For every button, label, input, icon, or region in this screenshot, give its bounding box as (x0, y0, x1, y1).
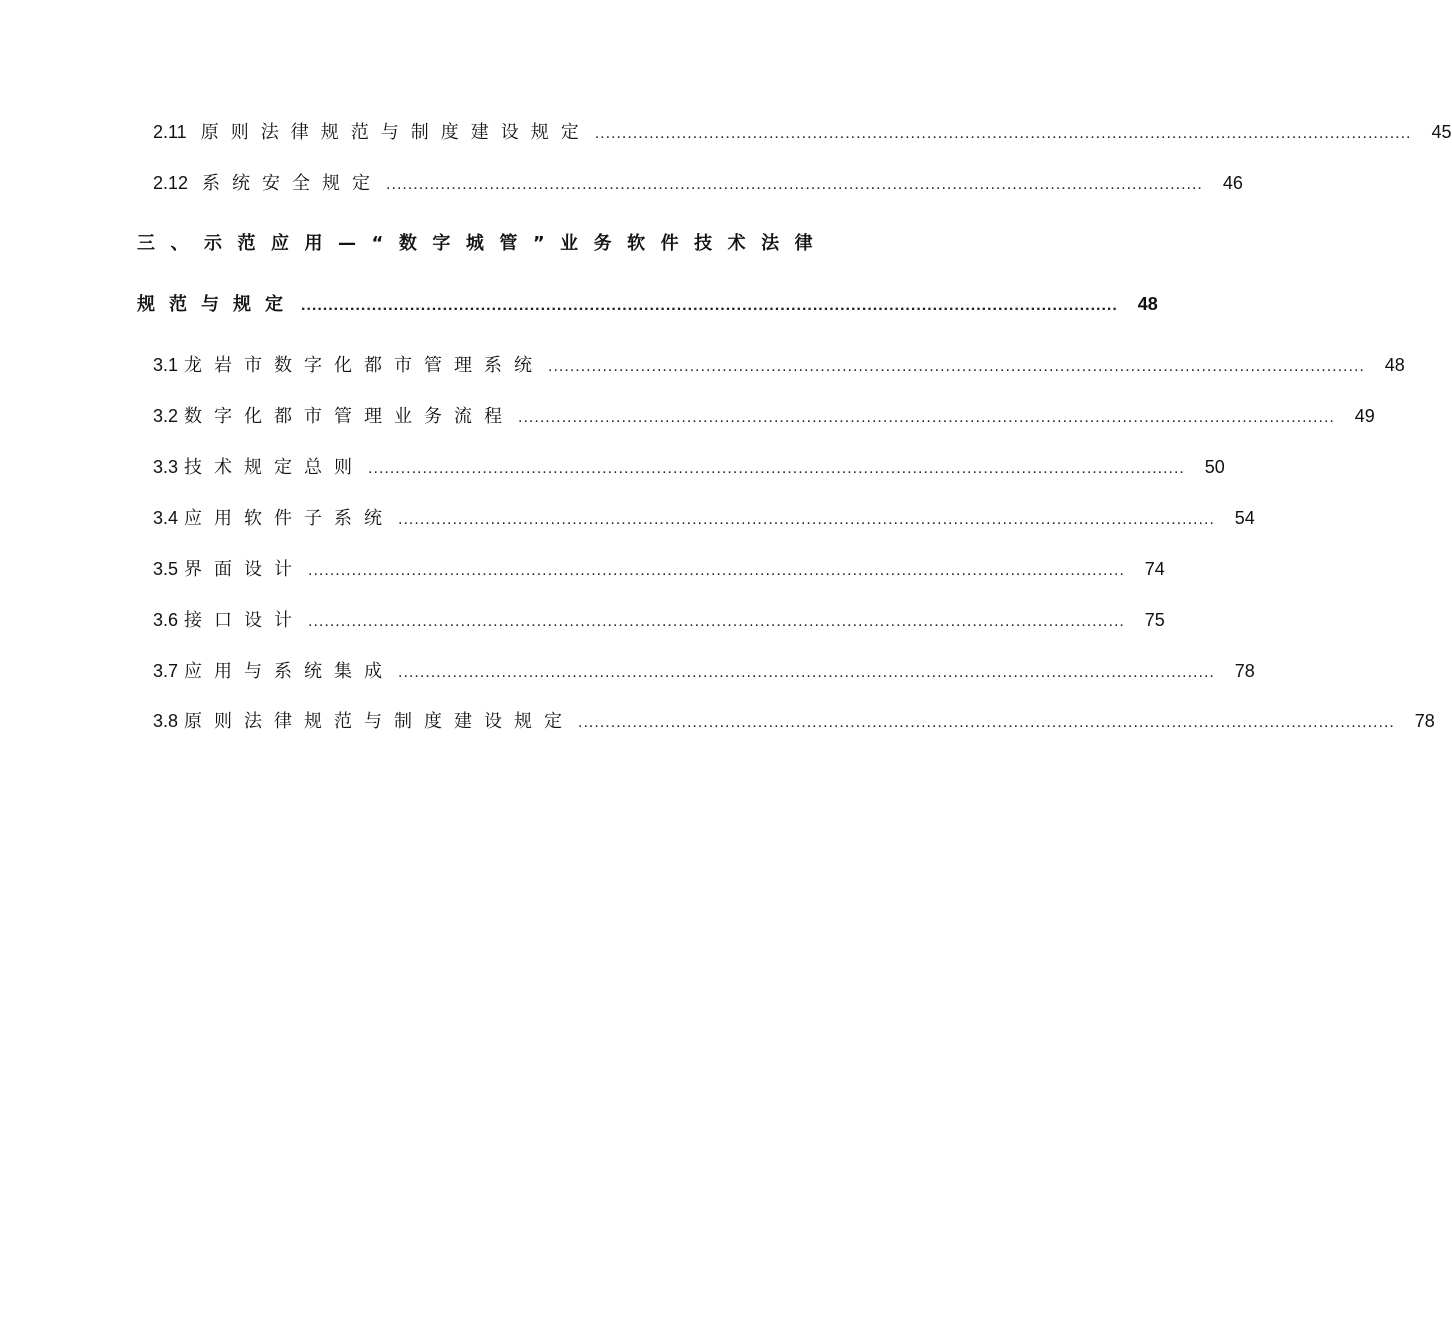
toc-leader-dots: ...................................................................................................................................................... (578, 714, 1395, 731)
toc-entry-3-7[interactable] (153, 659, 1255, 685)
toc-entry-title: 规范与规定 (137, 294, 297, 315)
toc-leader-dots: ...................................................................................................................................................... (308, 562, 1125, 579)
toc-entry-number: 3.7 (153, 661, 179, 681)
toc-entry-title: 应用与系统集成 (184, 661, 395, 682)
toc-entry-number: 3.1 (153, 355, 179, 375)
toc-entry-page: 46 (1222, 173, 1243, 193)
toc-entry-page: 49 (1354, 406, 1375, 426)
toc-leader-dots: ...................................................................................................................................................... (594, 125, 1412, 142)
toc-entry-title: 数字化都市管理业务流程 (184, 406, 515, 427)
toc-entry-title: 界面设计 (184, 559, 305, 580)
toc-entry-title: 龙岩市数字化都市管理系统 (184, 355, 545, 376)
toc-entry-page: 48 (1137, 294, 1158, 314)
toc-entry-3-6[interactable] (153, 608, 1165, 634)
toc-entry-title: 原则法律规范与制度建设规定 (184, 711, 575, 732)
toc-entry-title: 接口设计 (184, 610, 305, 631)
toc-entry-number: 3.2 (153, 406, 179, 426)
toc-entry-3-4[interactable] (153, 506, 1255, 532)
toc-entry-page: 78 (1234, 661, 1255, 681)
toc-entry-number: 2.11 (153, 122, 187, 142)
toc-leader-dots: ...................................................................................................................................................... (368, 460, 1185, 477)
toc-entry-3-1[interactable] (153, 353, 1405, 379)
toc-entry-number: 3.8 (153, 711, 179, 731)
toc-entry-title: 系统安全规定 (202, 173, 383, 194)
toc-entry-number: 2.12 (153, 173, 189, 193)
toc-chapter-3-title-line2[interactable] (137, 292, 1158, 318)
toc-entry-page: 74 (1144, 559, 1165, 579)
toc-entry-number: 3.3 (153, 457, 179, 477)
toc-leader-dots: ...................................................................................................................................................... (548, 358, 1365, 375)
toc-entry-page: 54 (1234, 508, 1255, 528)
toc-entry-3-8[interactable] (153, 709, 1435, 735)
toc-entry-page: 48 (1384, 355, 1405, 375)
toc-entry-number: 3.6 (153, 610, 179, 630)
toc-entry-title: 技术规定总则 (184, 457, 365, 478)
toc-leader-dots: ...................................................................................................................................................... (386, 176, 1203, 193)
toc-entry-page: 78 (1414, 711, 1435, 731)
toc-entry-3-5[interactable] (153, 557, 1165, 583)
toc-leader-dots: ...................................................................................................................................................... (301, 297, 1118, 314)
toc-leader-dots: ...................................................................................................................................................... (518, 409, 1335, 426)
toc-entry-number: 3.5 (153, 559, 179, 579)
toc-leader-dots: ...................................................................................................................................................... (398, 664, 1215, 681)
toc-leader-dots: ...................................................................................................................................................... (308, 613, 1125, 630)
toc-entry-title: 原则法律规范与制度建设规定 (200, 122, 591, 143)
toc-leader-dots: ...................................................................................................................................................... (398, 511, 1215, 528)
toc-entry-page: 75 (1144, 610, 1165, 630)
toc-entry-page: 50 (1204, 457, 1225, 477)
toc-entry-2-11[interactable] (153, 120, 1452, 146)
toc-entry-page: 45 (1431, 122, 1452, 142)
toc-entry-2-12[interactable] (153, 171, 1243, 197)
toc-chapter-3-title-line1[interactable]: 三、示范应用—“数字城管”业务软件技术法律 (137, 233, 829, 254)
toc-entry-3-3[interactable] (153, 455, 1225, 481)
toc-entry-title: 应用软件子系统 (184, 508, 395, 529)
toc-entry-3-2[interactable] (153, 404, 1375, 430)
toc-entry-number: 3.4 (153, 508, 179, 528)
